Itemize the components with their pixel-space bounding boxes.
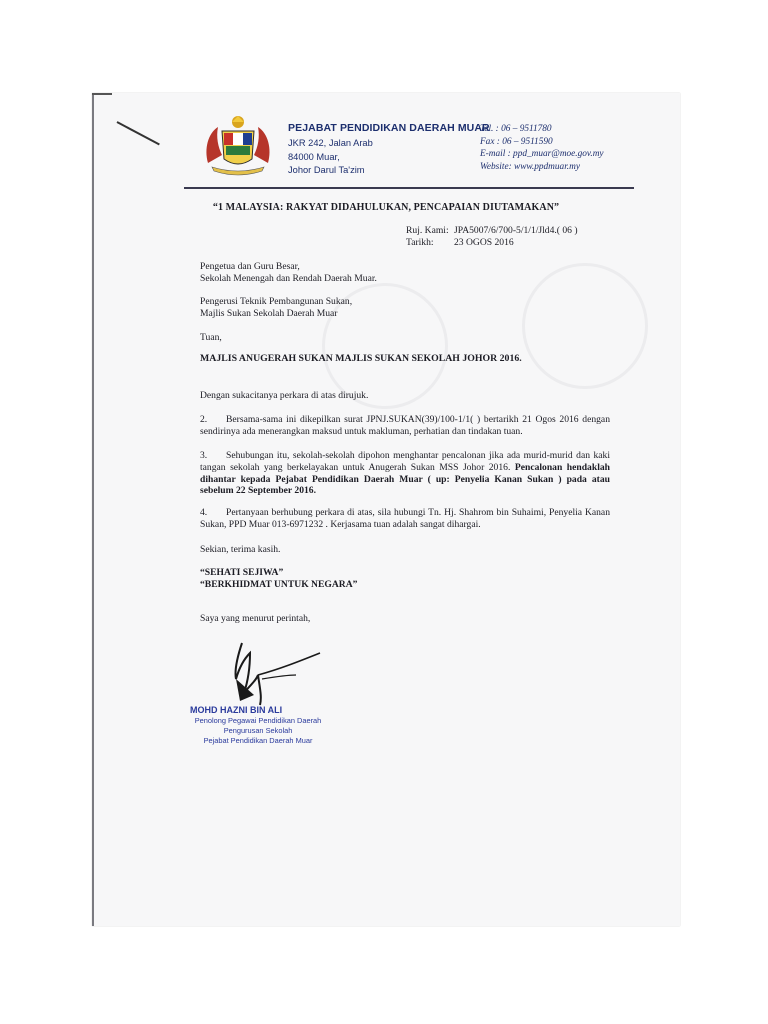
paragraph-number: 2.	[200, 414, 208, 425]
tarikh-value: 23 OGOS 2016	[454, 236, 514, 248]
page-corner-mark	[92, 93, 112, 95]
official-stamp	[188, 716, 328, 746]
reference-block	[406, 225, 578, 249]
subject-line: MAJLIS ANUGERAH SUKAN MAJLIS SUKAN SEKOLAH JOHOR 2016.	[200, 353, 522, 364]
recipient-line: Pengetua dan Guru Besar,	[200, 261, 300, 272]
contact-tel: Tel. : 06 – 9511780	[480, 124, 552, 134]
handwritten-signature	[220, 635, 330, 709]
signatory-name: MOHD HAZNI BIN ALI	[190, 705, 283, 715]
intro-paragraph: Dengan sukacitanya perkara di atas dirujuk.	[200, 390, 369, 401]
slogan-line: “SEHATI SEJIWA”	[200, 567, 284, 578]
slogan-line: “BERKHIDMAT UNTUK NEGARA”	[200, 579, 358, 590]
address-line: JKR 242, Jalan Arab	[288, 138, 373, 148]
recipient-group-1	[200, 261, 377, 285]
letterhead-divider	[184, 187, 634, 189]
letterhead-address	[288, 137, 373, 178]
paragraph-3	[200, 450, 610, 497]
recipient-line: Majlis Sukan Sekolah Daerah Muar	[200, 307, 338, 319]
salutation: Tuan,	[200, 332, 222, 343]
paragraph-4	[200, 507, 610, 531]
letter-page	[92, 93, 680, 926]
sign-off: Saya yang menurut perintah,	[200, 613, 311, 624]
motto: “1 MALAYSIA: RAKYAT DIDAHULUKAN, PENCAPAIAN DIUTAMAKAN”	[212, 202, 560, 213]
letterhead-organization: PEJABAT PENDIDIKAN DAERAH MUAR	[288, 122, 490, 134]
pen-mark	[117, 121, 160, 145]
recipient-line: Sekolah Menengah dan Rendah Daerah Muar.	[200, 272, 377, 284]
paragraph-text: Pertanyaan berhubung perkara di atas, sila hubungi Tn. Hj. Shahrom bin Suhaimi, Penyelia Kanan Sukan, PPD Muar 013-6971232 . Kerjasama tuan adalah sangat dihargai.	[200, 507, 610, 530]
page-edge	[92, 93, 94, 926]
paragraph-number: 3.	[200, 450, 208, 461]
contact-fax: Fax : 06 – 9511590	[480, 136, 553, 147]
tarikh-label: Tarikh:	[406, 236, 434, 248]
recipient-group-2	[200, 296, 352, 320]
malaysia-coat-of-arms-icon	[202, 113, 274, 177]
paragraph-text: Bersama-sama ini dikepilkan surat JPNJ.SUKAN(39)/100-1/1( ) bertarikh 21 Ogos 2016 dengan sendirinya ada menerangkan maksud untuk makluman, perhatian dan tindakan tuan.	[200, 414, 610, 437]
closing: Sekian, terima kasih.	[200, 544, 281, 555]
paragraph-2	[200, 414, 610, 438]
ruj-label: Ruj. Kami:	[406, 225, 449, 236]
address-line: Johor Darul Ta'zim	[288, 165, 365, 175]
bleed-through-stamp	[522, 263, 648, 389]
paragraph-emphasis: Pencalonan hendaklah dihantar kepada Pejabat Pendidikan Daerah Muar ( up: Penyelia Kanan Sukan ) pada atau sebelum 22 September 2016.	[200, 461, 610, 497]
stamp-line: Pengurusan Sekolah	[223, 726, 293, 735]
contact-email: E-mail : ppd_muar@moe.gov.my	[480, 149, 604, 159]
address-line: 84000 Muar,	[288, 151, 340, 162]
contact-website: Website: www.ppdmuar.my	[480, 161, 580, 172]
recipient-line: Pengerusi Teknik Pembangunan Sukan,	[200, 296, 353, 307]
slogans	[200, 567, 357, 591]
ruj-value: JPA5007/6/700-5/1/1/Jld4.( 06 )	[454, 225, 578, 236]
stamp-line: Pejabat Pendidikan Daerah Muar	[203, 736, 313, 745]
paragraph-number: 4.	[200, 507, 208, 518]
stamp-line: Penolong Pegawai Pendidikan Daerah	[194, 716, 322, 725]
paragraph-text: Sehubungan itu, sekolah-sekolah dipohon menghantar pencalonan jika ada murid-murid dan kaki tangan sekolah yang berkelayakan untuk Anugerah Sukan MSS Johor 2016.	[200, 450, 610, 473]
letterhead-contact	[480, 123, 604, 173]
